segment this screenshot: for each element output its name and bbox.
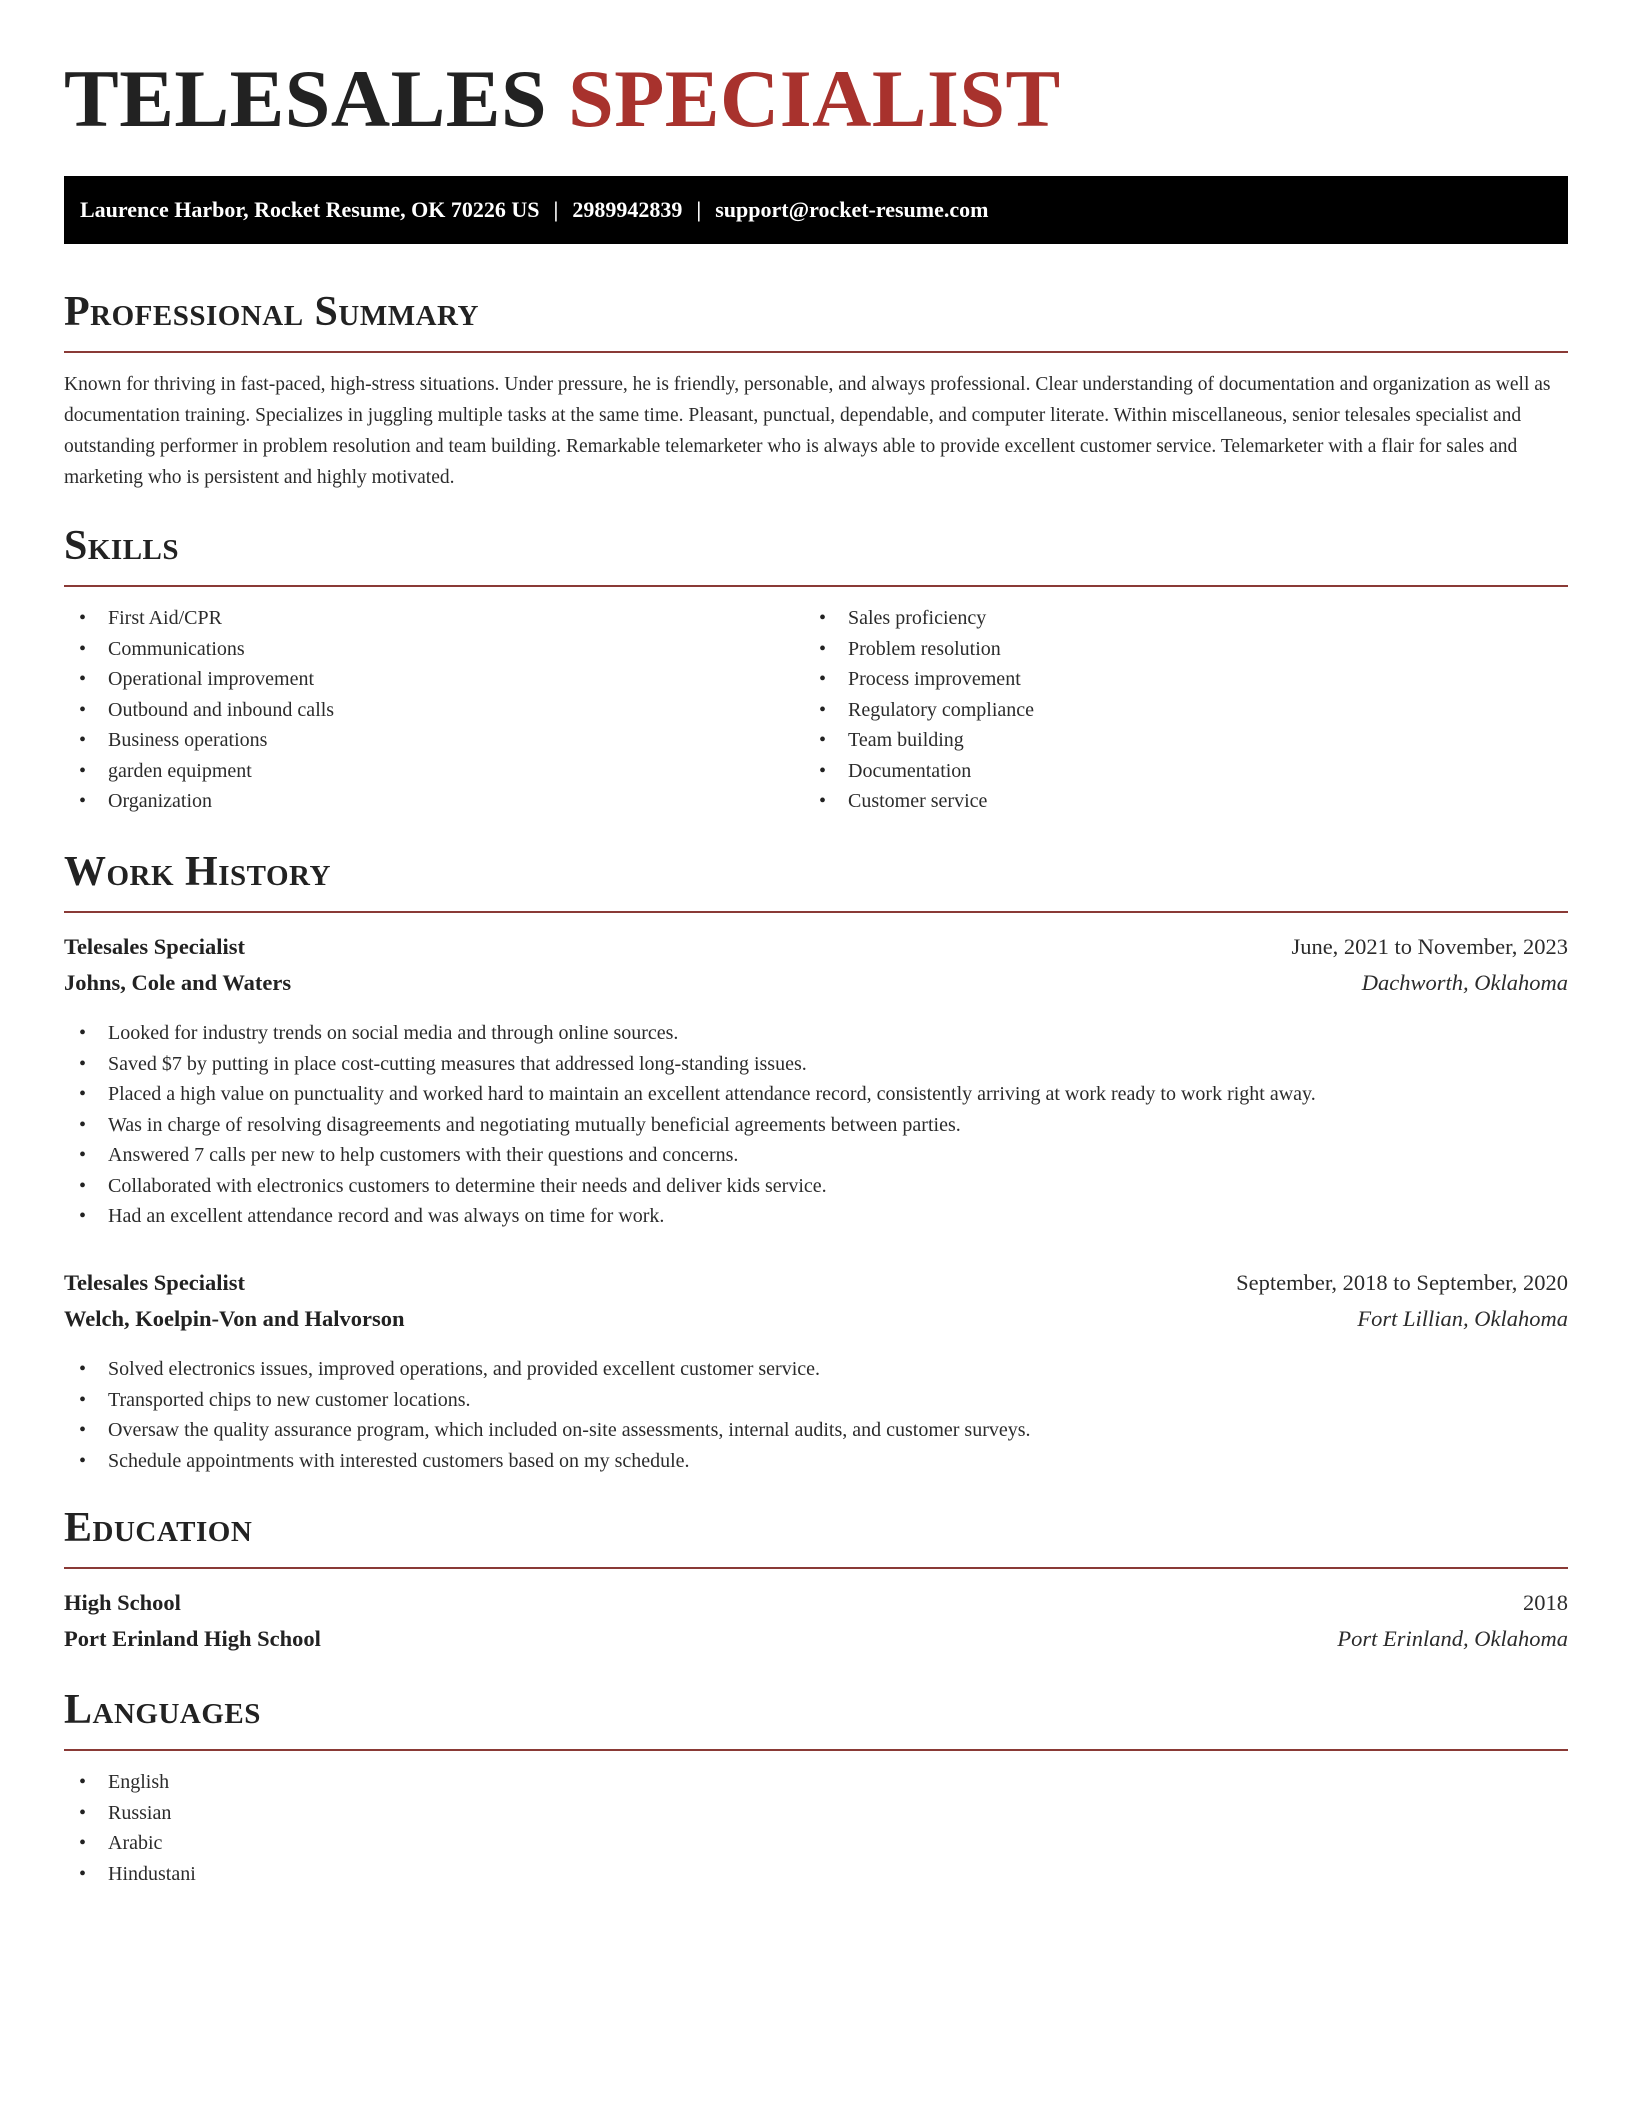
skill-item: • First Aid/CPR [64, 603, 334, 634]
skill-item: • Process improvement [804, 664, 1034, 695]
job-bullet: • Collaborated with electronics customers to determine their needs and deliver kids service. [64, 1171, 1316, 1202]
job-bullet: • Looked for industry trends on social media and through online sources. [64, 1018, 1316, 1049]
summary-text: Known for thriving in fast-paced, high-stress situations. Under pressure, he is friendly, personable, and always professional. Clear understanding of documentation and organization as well as documentation training. Specializes in juggling multiple tasks at the same time. Pleasant, punctual, dependable, and computer literate. Within miscellaneous, senior telesales specialist and outstanding performer in problem resolution and team building. Remarkable telemarketer who is always able to provide excellent customer service. Telemarketer with a flair for sales and marketing who is persistent and highly motivated. [64, 374, 1551, 488]
section-divider [64, 1567, 1568, 1569]
language-item: • Arabic [64, 1828, 196, 1859]
section-divider [64, 1749, 1568, 1751]
language-item: • Hindustani [64, 1859, 196, 1890]
skill-item: • garden equipment [64, 756, 334, 787]
languages-list [64, 1767, 196, 1889]
education-heading: Education [64, 1505, 253, 1551]
skill-item: • Operational improvement [64, 664, 334, 695]
job-subheader [64, 1302, 1568, 1336]
skill-item: • Business operations [64, 725, 334, 756]
title-part-2: SPECIALIST [568, 53, 1061, 144]
languages-heading: Languages [64, 1687, 261, 1733]
job-location: Dachworth, Oklahoma [1361, 970, 1568, 995]
job-bullet: • Placed a high value on punctuality and worked hard to maintain an excellent attendance record, consistently arriving at work ready to work right away. [64, 1079, 1316, 1110]
skill-item: • Problem resolution [804, 634, 1034, 665]
section-divider [64, 351, 1568, 353]
contact-bar [64, 176, 1568, 244]
skills-heading: Skills [64, 523, 180, 569]
skill-item: • Documentation [804, 756, 1034, 787]
contact-phone: 2989942839 [572, 197, 683, 222]
skill-item: • Organization [64, 786, 334, 817]
education-year: 2018 [1523, 1590, 1568, 1615]
contact-separator: | [553, 197, 559, 222]
title-part-1: TELESALES [64, 53, 548, 144]
job-title: Telesales Specialist [64, 1270, 246, 1295]
job-header [64, 1266, 1568, 1300]
job-company: Johns, Cole and Waters [64, 970, 292, 995]
job-bullet: • Schedule appointments with interested customers based on my schedule. [64, 1446, 1031, 1477]
job-bullet: • Had an excellent attendance record and was always on time for work. [64, 1201, 1316, 1232]
resume-page [64, 0, 1568, 1885]
job-location: Fort Lillian, Oklahoma [1357, 1306, 1568, 1331]
job-title: Telesales Specialist [64, 934, 246, 959]
skills-list-right [804, 603, 1034, 817]
job-bullet: • Transported chips to new customer locations. [64, 1385, 1031, 1416]
job-bullets [64, 1354, 1031, 1476]
section-divider [64, 585, 1568, 587]
contact-address: Laurence Harbor, Rocket Resume, OK 70226 US [80, 197, 540, 222]
job-bullet: • Oversaw the quality assurance program, which included on-site assessments, internal audits, and customer surveys. [64, 1415, 1031, 1446]
job-dates: September, 2018 to September, 2020 [1236, 1270, 1568, 1295]
skill-item: • Team building [804, 725, 1034, 756]
education-school: Port Erinland High School [64, 1626, 321, 1651]
job-dates: June, 2021 to November, 2023 [1291, 934, 1568, 959]
skills-list-left [64, 603, 334, 817]
job-subheader [64, 966, 1568, 1000]
job-bullet: • Answered 7 calls per new to help customers with their questions and concerns. [64, 1140, 1316, 1171]
language-item: • Russian [64, 1798, 196, 1829]
education-degree: High School [64, 1590, 181, 1615]
section-divider [64, 911, 1568, 913]
skill-item: • Communications [64, 634, 334, 665]
job-bullet: • Was in charge of resolving disagreements and negotiating mutually beneficial agreements between parties. [64, 1110, 1316, 1141]
skill-item: • Outbound and inbound calls [64, 695, 334, 726]
job-company: Welch, Koelpin-Von and Halvorson [64, 1306, 405, 1331]
education-subheader [64, 1622, 1568, 1656]
skill-item: • Sales proficiency [804, 603, 1034, 634]
language-item: • English [64, 1767, 196, 1798]
resume-title [64, 0, 1568, 142]
skill-item: • Customer service [804, 786, 1034, 817]
job-bullets [64, 1018, 1316, 1232]
contact-email: support@rocket-resume.com [715, 197, 989, 222]
contact-separator: | [696, 197, 702, 222]
work-history-heading: Work History [64, 849, 331, 895]
skill-item: • Regulatory compliance [804, 695, 1034, 726]
education-header [64, 1586, 1568, 1620]
summary-heading: Professional Summary [64, 289, 479, 335]
education-location: Port Erinland, Oklahoma [1337, 1626, 1568, 1651]
job-bullet: • Solved electronics issues, improved operations, and provided excellent customer service. [64, 1354, 1031, 1385]
job-bullet: • Saved $7 by putting in place cost-cutting measures that addressed long-standing issues. [64, 1049, 1316, 1080]
job-header [64, 930, 1568, 964]
